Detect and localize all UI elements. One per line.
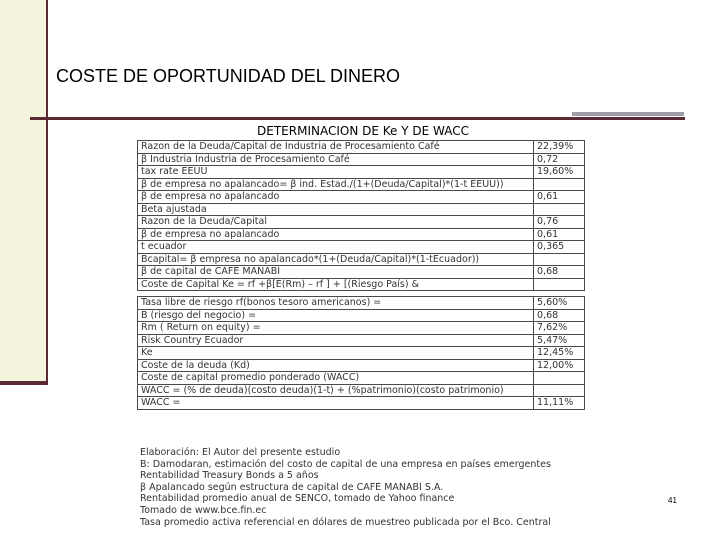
row-label: Razon de la Deuda/Capital de Industria de Procesamiento Café xyxy=(138,141,534,154)
row-label: WACC = xyxy=(138,397,534,410)
note-line: Rentabilidad Treasury Bonds a 5 años xyxy=(140,470,319,482)
row-label: Tasa libre de riesgo rf(bonos tesoro americanos) = xyxy=(138,297,534,310)
table-row xyxy=(138,297,585,310)
row-value: 5,47% xyxy=(534,334,585,347)
row-label: Risk Country Ecuador xyxy=(138,334,534,347)
note-line: B: Damodaran, estimación del costo de capital de una empresa en países emergentes xyxy=(140,458,551,470)
row-value xyxy=(534,384,585,397)
row-value: 5,60% xyxy=(534,297,585,310)
note-line: Elaboración: El Autor del presente estudio xyxy=(140,447,341,458)
row-label: tax rate EEUU xyxy=(138,166,534,179)
row-label: Coste de Capital Ke = rf +β[E(Rm) – rf ] + [(Riesgo País) & xyxy=(138,278,534,291)
table-row xyxy=(138,203,585,216)
table-row xyxy=(138,278,585,291)
row-value: 0,365 xyxy=(534,241,585,254)
row-value: 0,72 xyxy=(534,153,585,166)
row-value: 22,39% xyxy=(534,141,585,154)
row-label: Ke xyxy=(138,347,534,360)
note-line: Rentabilidad promedio anual de SENCO, tomado de Yahoo finance xyxy=(140,493,455,505)
left-vertical-rule xyxy=(46,0,48,385)
row-value: 7,62% xyxy=(534,322,585,335)
row-value: 19,60% xyxy=(534,166,585,179)
wacc-table xyxy=(137,140,585,410)
row-value xyxy=(534,278,585,291)
table-title: DETERMINACION DE Ke Y DE WACC xyxy=(257,124,469,138)
row-value: 0,61 xyxy=(534,228,585,241)
row-value: 11,11% xyxy=(534,397,585,410)
row-value: 0,76 xyxy=(534,216,585,229)
table-row xyxy=(138,253,585,266)
table-row xyxy=(138,228,585,241)
table-row xyxy=(138,191,585,204)
table-row xyxy=(138,384,585,397)
table-row xyxy=(138,397,585,410)
row-value xyxy=(534,372,585,385)
page-number: 41 xyxy=(668,496,677,505)
row-value: 0,61 xyxy=(534,191,585,204)
row-value: 0,68 xyxy=(534,266,585,279)
table-row xyxy=(138,347,585,360)
table-row xyxy=(138,153,585,166)
source-notes xyxy=(140,447,600,528)
row-label: Rm ( Return on equity) = xyxy=(138,322,534,335)
table-row xyxy=(138,309,585,322)
row-label: Beta ajustada xyxy=(138,203,534,216)
row-value: 12,45% xyxy=(534,347,585,360)
left-rule-base xyxy=(0,381,48,385)
table-row xyxy=(138,141,585,154)
row-label: WACC = (% de deuda)(costo deuda)(1-t) + (%patrimonio)(costo patrimonio) xyxy=(138,384,534,397)
row-value xyxy=(534,253,585,266)
row-value: 12,00% xyxy=(534,359,585,372)
table-row xyxy=(138,334,585,347)
table-row xyxy=(138,266,585,279)
table-row xyxy=(138,359,585,372)
note-line: Tasa promedio activa referencial en dólares de muestreo publicada por el Bco. Central xyxy=(140,516,551,528)
note-line: β Apalancado según estructura de capital de CAFÉ MANABÍ S.A. xyxy=(140,481,444,493)
row-label: Bcapital= β empresa no apalancado*(1+(Deuda/Capital)*(1-tEcuador)) xyxy=(138,253,534,266)
table-row xyxy=(138,178,585,191)
row-label: Razon de la Deuda/Capital xyxy=(138,216,534,229)
table-row xyxy=(138,166,585,179)
table-row xyxy=(138,322,585,335)
note-line: Tomado de www.bce.fin.ec xyxy=(140,504,267,516)
row-label: Coste de capital promedio ponderado (WACC) xyxy=(138,372,534,385)
slide-title: COSTE DE OPORTUNIDAD DEL DINERO xyxy=(56,66,401,86)
title-underline-accent xyxy=(572,112,684,116)
row-value xyxy=(534,203,585,216)
table-row xyxy=(138,372,585,385)
left-decorative-band xyxy=(0,0,46,385)
title-underline-rule xyxy=(30,117,685,120)
row-value xyxy=(534,178,585,191)
row-label: t ecuador xyxy=(138,241,534,254)
row-label: β de empresa no apalancado xyxy=(138,228,534,241)
row-value: 0,68 xyxy=(534,309,585,322)
row-label: β de capital de CAFÉ MANABÍ xyxy=(138,266,534,279)
row-label: β de empresa no apalancado xyxy=(138,191,534,204)
row-label: β de empresa no apalancado= β ind. Estad./(1+(Deuda/Capital)*(1-t EEUU)) xyxy=(138,178,534,191)
table-row xyxy=(138,216,585,229)
table-row xyxy=(138,241,585,254)
row-label: β Industria Industria de Procesamiento Café xyxy=(138,153,534,166)
row-label: Coste de la deuda (Kd) xyxy=(138,359,534,372)
row-label: Β (riesgo del negocio) = xyxy=(138,309,534,322)
